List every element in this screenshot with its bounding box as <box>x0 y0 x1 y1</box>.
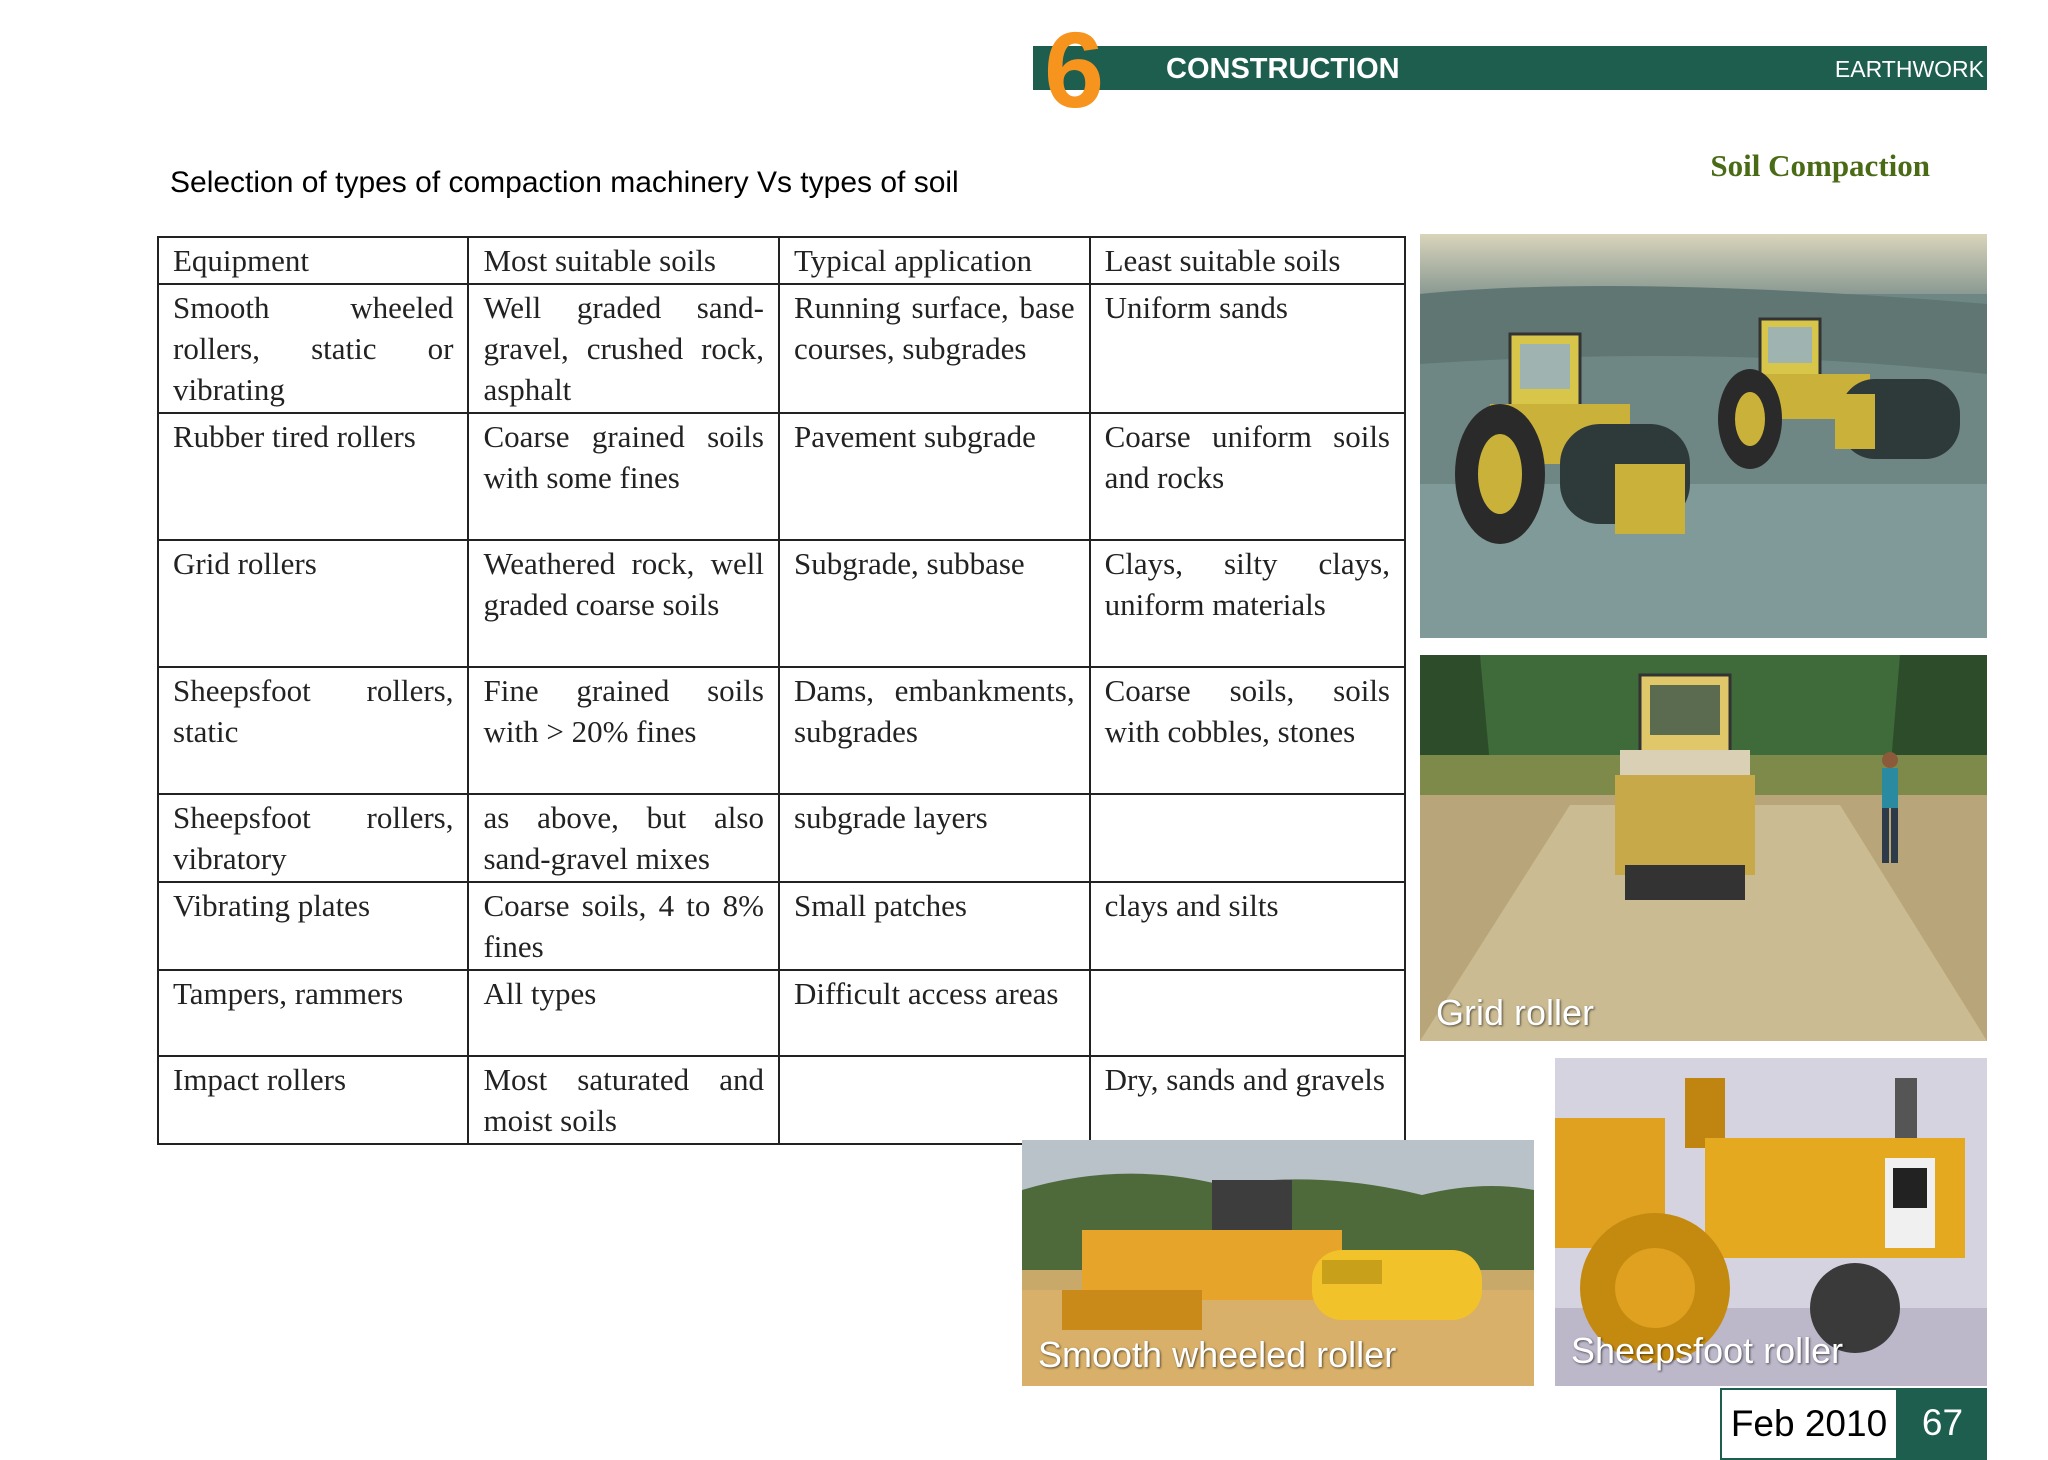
photo-grid-roller <box>1420 655 1987 1041</box>
table-cell: All types <box>468 970 778 1056</box>
table-cell: Weathered rock, well graded coarse soils <box>468 540 778 667</box>
table-cell: Impact rollers <box>158 1056 468 1144</box>
table-cell: Smooth wheeled rollers, static or vibrating <box>158 284 468 413</box>
column-header: Equipment <box>158 237 468 284</box>
table-cell: Clays, silty clays, uniform materials <box>1090 540 1405 667</box>
header-title: CONSTRUCTION <box>1166 53 1400 85</box>
caption-smooth-roller: Smooth wheeled roller <box>1038 1334 1397 1375</box>
table-row <box>158 882 1405 970</box>
table-cell: Dams, embankments, subgrades <box>779 667 1090 794</box>
table-cell: Small patches <box>779 882 1090 970</box>
table-cell: Dry, sands and gravels <box>1090 1056 1405 1144</box>
table-row <box>158 540 1405 667</box>
compaction-table <box>157 236 1406 1145</box>
table-cell: Sheepsfoot rollers, vibratory <box>158 794 468 882</box>
table-row <box>158 1056 1405 1144</box>
table-cell <box>1090 794 1405 882</box>
table-row <box>158 794 1405 882</box>
footer-date: Feb 2010 <box>1720 1388 1898 1460</box>
table-cell: Grid rollers <box>158 540 468 667</box>
table-cell: Rubber tired rollers <box>158 413 468 540</box>
table-header-row <box>158 237 1405 284</box>
table-row <box>158 284 1405 413</box>
column-header: Typical application <box>779 237 1090 284</box>
photo-two-rollers <box>1420 234 1987 638</box>
table-row <box>158 413 1405 540</box>
page-number: 67 <box>1898 1388 1987 1460</box>
table-cell <box>779 1056 1090 1144</box>
table-cell: Most saturated and moist soils <box>468 1056 778 1144</box>
table-cell: Sheepsfoot rollers, static <box>158 667 468 794</box>
caption-sheepsfoot-roller: Sheepsfoot roller <box>1571 1330 1844 1371</box>
table-cell: Fine grained soils with > 20% fines <box>468 667 778 794</box>
table-cell: Coarse soils, soils with cobbles, stones <box>1090 667 1405 794</box>
table-cell: Tampers, rammers <box>158 970 468 1056</box>
slide-heading: Selection of types of compaction machinery Vs types of soil <box>170 166 959 199</box>
table-cell: Coarse uniform soils and rocks <box>1090 413 1405 540</box>
table-cell: as above, but also sand-gravel mixes <box>468 794 778 882</box>
table-cell: Uniform sands <box>1090 284 1405 413</box>
table-row <box>158 667 1405 794</box>
table-cell: Subgrade, subbase <box>779 540 1090 667</box>
table-cell: clays and silts <box>1090 882 1405 970</box>
table-cell: subgrade layers <box>779 794 1090 882</box>
column-header: Most suitable soils <box>468 237 778 284</box>
table-cell: Pavement subgrade <box>779 413 1090 540</box>
chapter-number: 6 <box>1044 9 1103 130</box>
table-cell: Vibrating plates <box>158 882 468 970</box>
header-section: EARTHWORK <box>1834 56 1984 82</box>
table-cell: Coarse soils, 4 to 8% fines <box>468 882 778 970</box>
table-cell <box>1090 970 1405 1056</box>
table-cell: Well graded sand-gravel, crushed rock, asphalt <box>468 284 778 413</box>
table-cell: Coarse grained soils with some fines <box>468 413 778 540</box>
table-cell: Difficult access areas <box>779 970 1090 1056</box>
caption-grid-roller: Grid roller <box>1436 992 1595 1033</box>
table-cell: Running surface, base courses, subgrades <box>779 284 1090 413</box>
roller-drum <box>1312 1250 1482 1320</box>
slide-subtitle: Soil Compaction <box>1710 148 1930 183</box>
column-header: Least suitable soils <box>1090 237 1405 284</box>
table-row <box>158 970 1405 1056</box>
